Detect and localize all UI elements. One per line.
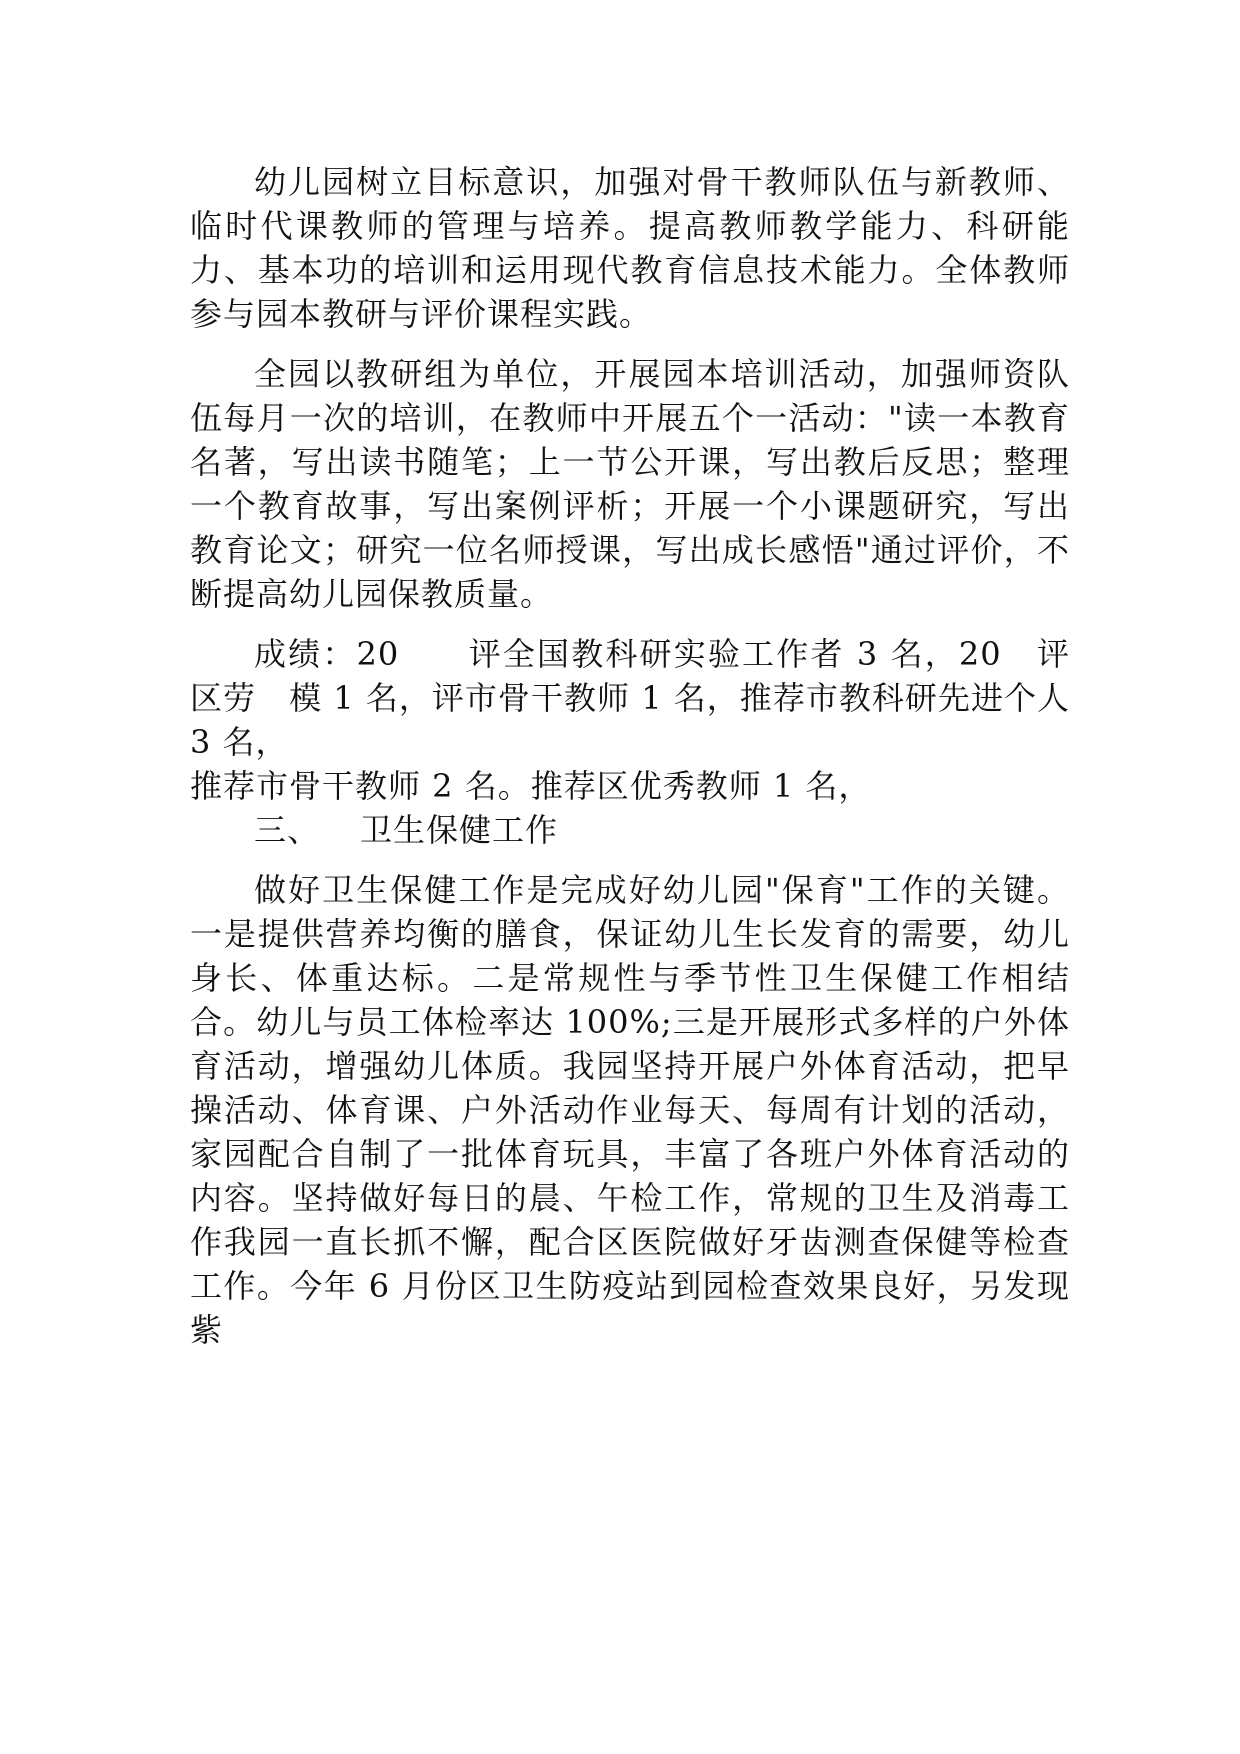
paragraph-health-care-work: 做好卫生保健工作是完成好幼儿园"保育"工作的关键。一是提供营养均衡的膳食，保证幼儿生长发育的需要，幼儿身长、体重达标。二是常规性与季节性卫生保健工作相结合。幼儿与员工体检率达 100%;三是开展形式多样的户外体育活动，增强幼儿体质。我园坚持开展户外体育活动，把早操活动、体育课、户外活动作业每天、每周有计划的活动，家园配合自制了一批体育玩具，丰富了各班户外体育活动的内容。坚持做好每日的晨、午检工作，常规的卫生及消毒工作我园一直长抓不懈，配合区医院做好牙齿测查保健等检查工作。今年 6 月份区卫生防疫站到园检查效果良好，另发现紫 <box>190 871 1070 1349</box>
paragraph-school-based-training: 全园以教研组为单位，开展园本培训活动，加强师资队伍每月一次的培训，在教师中开展五个一活动："读一本教育名著，写出读书随笔；上一节公开课，写出教后反思；整理一个教育故事，写出案例评析；开展一个小课题研究，写出教育论文；研究一位名师授课，写出成长感悟"通过评价，不断提高幼儿园保教质量。 <box>190 355 1070 613</box>
section-title: 卫生保健工作 <box>360 811 559 849</box>
paragraph-teacher-training-goals: 幼儿园树立目标意识，加强对骨干教师队伍与新教师、临时代课教师的管理与培养。提高教师教学能力、科研能力、基本功的培训和运用现代教育信息技术能力。全体教师参与园本教研与评价课程实践。 <box>190 163 1070 333</box>
document-body <box>190 160 1070 1368</box>
paragraph-achievements: 成绩：20 评全国教科研实验工作者 3 名，20 评区劳 模 1 名，评市骨干教师 1 名，推荐市教科研先进个人 3 名， <box>190 635 1070 761</box>
paragraph-achievements-continued: 推荐市骨干教师 2 名。推荐区优秀教师 1 名， <box>190 767 872 805</box>
section-heading <box>190 808 1070 852</box>
section-number: 三、 <box>254 811 321 849</box>
